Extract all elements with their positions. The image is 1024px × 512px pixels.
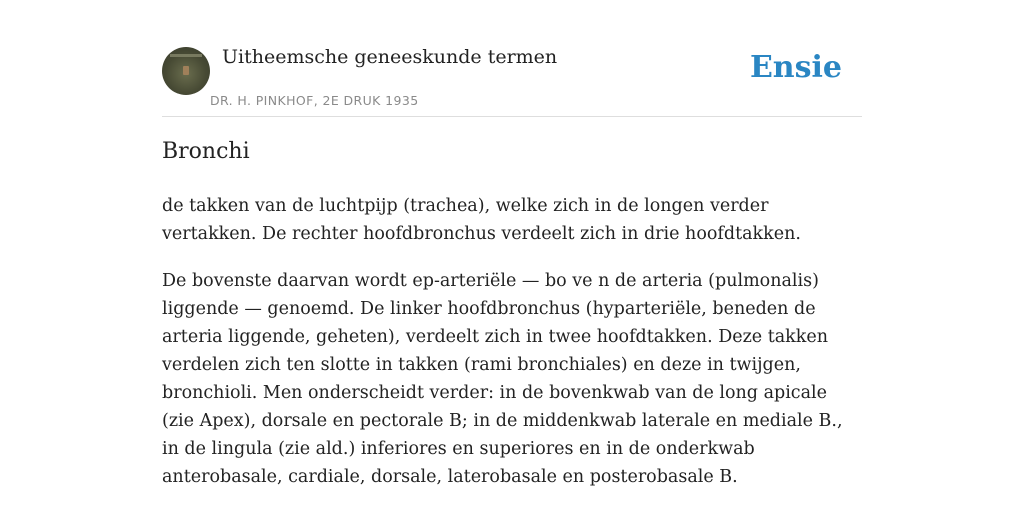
entry-paragraph: De bovenste daarvan wordt ep-arteriële — bo ve n de arteria (pulmonalis) liggende — genoemd. De linker hoofdbronchus (hyparteriële, beneden de arteria liggende, geheten), verdeelt zich in twee hoofdtakken. Deze takken verdelen zich ten slotte in takken (rami bronchiales) en deze in twijgen, bronchioli. Men onderscheidt verder: in de bovenkwab van de long apicale (zie Apex), dorsale en pectorale B; in de middenkwab laterale en mediale B., in de lingula (zie ald.) inferiores en superiores en in de onderkwab anterobasale, cardiale, dorsale, laterobasale en posterobasale B. <box>162 271 843 487</box>
entry-title: Bronchi <box>162 139 250 164</box>
book-cover-image[interactable] <box>162 47 210 95</box>
cover-band <box>170 54 202 57</box>
header <box>162 40 862 117</box>
book-title-link[interactable]: Uitheemsche geneeskunde termen <box>222 46 558 68</box>
brand-logo[interactable]: Ensie <box>749 50 842 85</box>
entry-paragraph: de takken van de luchtpijp (trachea), welke zich in de longen verder vertakken. De rechter hoofdbronchus verdeelt zich in drie hoofdtakken. <box>162 196 801 244</box>
entry-body <box>162 192 862 510</box>
book-author: DR. H. PINKHOF, 2E DRUK 1935 <box>210 93 419 108</box>
cover-emblem-icon <box>183 66 189 75</box>
